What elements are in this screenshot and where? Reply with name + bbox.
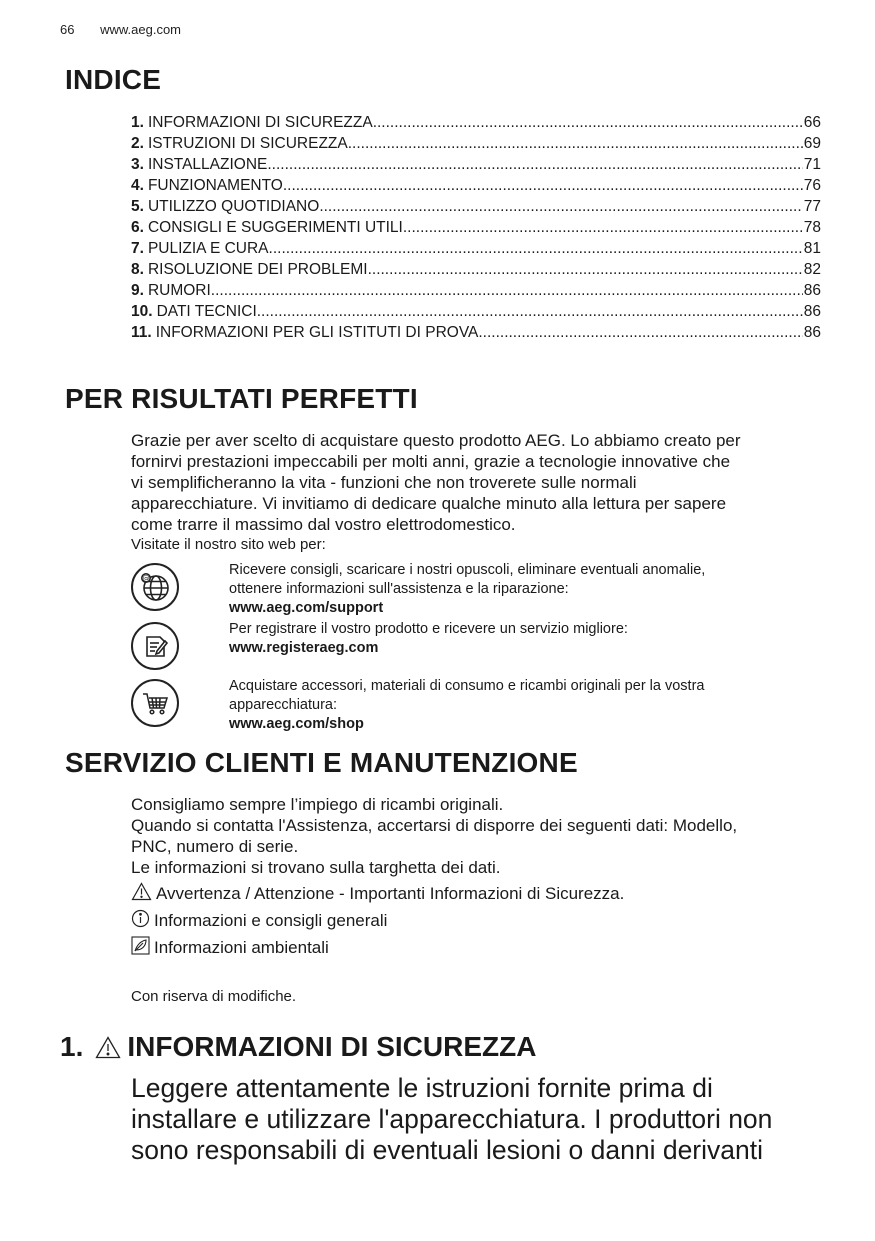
intro-line: fornirvi prestazioni impeccabili per molti anni, grazie a tecnologie innovative che [131, 452, 731, 471]
toc-label: INFORMAZIONI PER GLI ISTITUTI DI PROVA [155, 324, 479, 341]
info-icon [131, 909, 150, 933]
toc-page: 86 [803, 282, 821, 299]
toc-label: UTILIZZO QUOTIDIANO [147, 198, 320, 215]
intro-line: apparecchiature. Vi invitiamo di dedicare qualche minuto alla lettura per sapere [131, 494, 727, 513]
toc-item[interactable]: 2. ISTRUZIONI DI SICUREZZA ..... 69 [131, 133, 821, 154]
sicurezza-text [131, 1073, 851, 1166]
servizio-line: Quando si contatta l'Assistenza, accertarsi di disporre dei seguenti dati: Modello, [131, 816, 738, 835]
toc-label: DATI TECNICI [156, 303, 257, 320]
toc-label: CONSIGLI E SUGGERIMENTI UTILI [147, 219, 403, 236]
register-info [229, 620, 829, 658]
servizio-line: Consigliamo sempre l’impiego di ricambi originali. [131, 795, 504, 814]
toc-item[interactable]: 5. UTILIZZO QUOTIDIANO ..... 77 [131, 196, 821, 217]
toc-label: INSTALLAZIONE [147, 156, 268, 173]
perfetti-intro [131, 430, 831, 535]
toc-label: ISTRUZIONI DI SICUREZZA [147, 135, 348, 152]
legend-environment [131, 936, 329, 960]
toc-page: 82 [803, 261, 821, 278]
shop-line: apparecchiatura: [229, 697, 338, 713]
toc-item[interactable]: 3. INSTALLAZIONE ..... 71 [131, 154, 821, 175]
toc-page: 66 [803, 114, 821, 131]
shop-line: Acquistare accessori, materiali di consumo e ricambi originali per la vostra [229, 678, 705, 694]
header-url: www.aeg.com [100, 22, 182, 37]
toc-label: RUMORI [147, 282, 211, 299]
intro-line: Grazie per aver scelto di acquistare questo prodotto AEG. Lo abbiamo creato per [131, 431, 741, 450]
support-info [229, 561, 829, 618]
toc-item[interactable]: 11. INFORMAZIONI PER GLI ISTITUTI DI PROVA ..... 86 [131, 322, 821, 343]
legend-environment-text: Informazioni ambientali [154, 938, 329, 957]
sicurezza-line: Leggere attentamente le istruzioni fornite prima di [131, 1073, 713, 1103]
toc-item[interactable]: 8. RISOLUZIONE DEI PROBLEMI ..... 82 [131, 259, 821, 280]
toc-page: 76 [803, 177, 821, 194]
page-header [60, 22, 181, 37]
toc-page: 69 [803, 135, 821, 152]
support-line: Ricevere consigli, scaricare i nostri opuscoli, eliminare eventuali anomalie, [229, 562, 706, 578]
toc-page: 81 [803, 240, 821, 257]
toc-item[interactable]: 6. CONSIGLI E SUGGERIMENTI UTILI ..... 78 [131, 217, 821, 238]
toc-label: RISOLUZIONE DEI PROBLEMI [147, 261, 368, 278]
toc-page: 77 [803, 198, 821, 215]
leaf-icon [131, 936, 150, 960]
intro-line: vi semplificheranno la vita - funzioni che non troverete sulle normali [131, 473, 637, 492]
legend-warning [131, 882, 624, 906]
toc-item[interactable]: 9. RUMORI ..... 86 [131, 280, 821, 301]
cart-icon [131, 679, 179, 727]
servizio-title: SERVIZIO CLIENTI E MANUTENZIONE [65, 747, 578, 778]
toc-page: 78 [803, 219, 821, 236]
change-notice: Con riserva di modifiche. [131, 988, 297, 1005]
sicurezza-heading [60, 1031, 536, 1063]
warning-icon [131, 882, 152, 906]
shop-link[interactable]: www.aeg.com/shop [229, 716, 364, 732]
sicurezza-title: INFORMAZIONI DI SICUREZZA [127, 1031, 537, 1062]
toc-page: 86 [803, 324, 821, 341]
register-line: Per registrare il vostro prodotto e ricevere un servizio migliore: [229, 621, 628, 637]
table-of-contents [131, 112, 821, 343]
toc-label: FUNZIONAMENTO [147, 177, 283, 194]
sicurezza-line: sono responsabili di eventuali lesioni o danni derivanti [131, 1135, 763, 1165]
perfetti-title: PER RISULTATI PERFETTI [65, 383, 418, 414]
toc-page: 71 [803, 156, 821, 173]
toc-page: 86 [803, 303, 821, 320]
toc-item[interactable]: 10. DATI TECNICI ..... 86 [131, 301, 821, 322]
warning-icon [95, 1036, 121, 1059]
intro-line: come trarre il massimo dal vostro elettrodomestico. [131, 515, 516, 534]
toc-item[interactable]: 1. INFORMAZIONI DI SICUREZZA ..... 66 [131, 112, 821, 133]
support-link[interactable]: www.aeg.com/support [229, 600, 384, 616]
sicurezza-line: installare e utilizzare l'apparecchiatura. I produttori non [131, 1104, 773, 1134]
toc-label: PULIZIA E CURA [147, 240, 269, 257]
visit-text: Visitate il nostro sito web per: [131, 536, 326, 553]
register-icon [131, 622, 179, 670]
legend-info [131, 909, 387, 933]
sicurezza-number: 1. [60, 1031, 84, 1062]
toc-item[interactable]: 7. PULIZIA E CURA ..... 81 [131, 238, 821, 259]
globe-icon [131, 563, 179, 611]
page-number: 66 [60, 22, 75, 37]
legend-warning-text: Avvertenza / Attenzione - Importanti Informazioni di Sicurezza. [156, 884, 625, 903]
toc-item[interactable]: 4. FUNZIONAMENTO ..... 76 [131, 175, 821, 196]
toc-label: INFORMAZIONI DI SICUREZZA [147, 114, 373, 131]
shop-info [229, 677, 829, 734]
servizio-text [131, 794, 831, 878]
register-link[interactable]: www.registeraeg.com [229, 640, 379, 656]
servizio-line: PNC, numero di serie. [131, 837, 299, 856]
svg-text:@: @ [142, 574, 150, 583]
servizio-line: Le informazioni si trovano sulla targhetta dei dati. [131, 858, 501, 877]
support-line: ottenere informazioni sull'assistenza e la riparazione: [229, 581, 569, 597]
legend-info-text: Informazioni e consigli generali [154, 911, 388, 930]
indice-title: INDICE [65, 64, 162, 95]
